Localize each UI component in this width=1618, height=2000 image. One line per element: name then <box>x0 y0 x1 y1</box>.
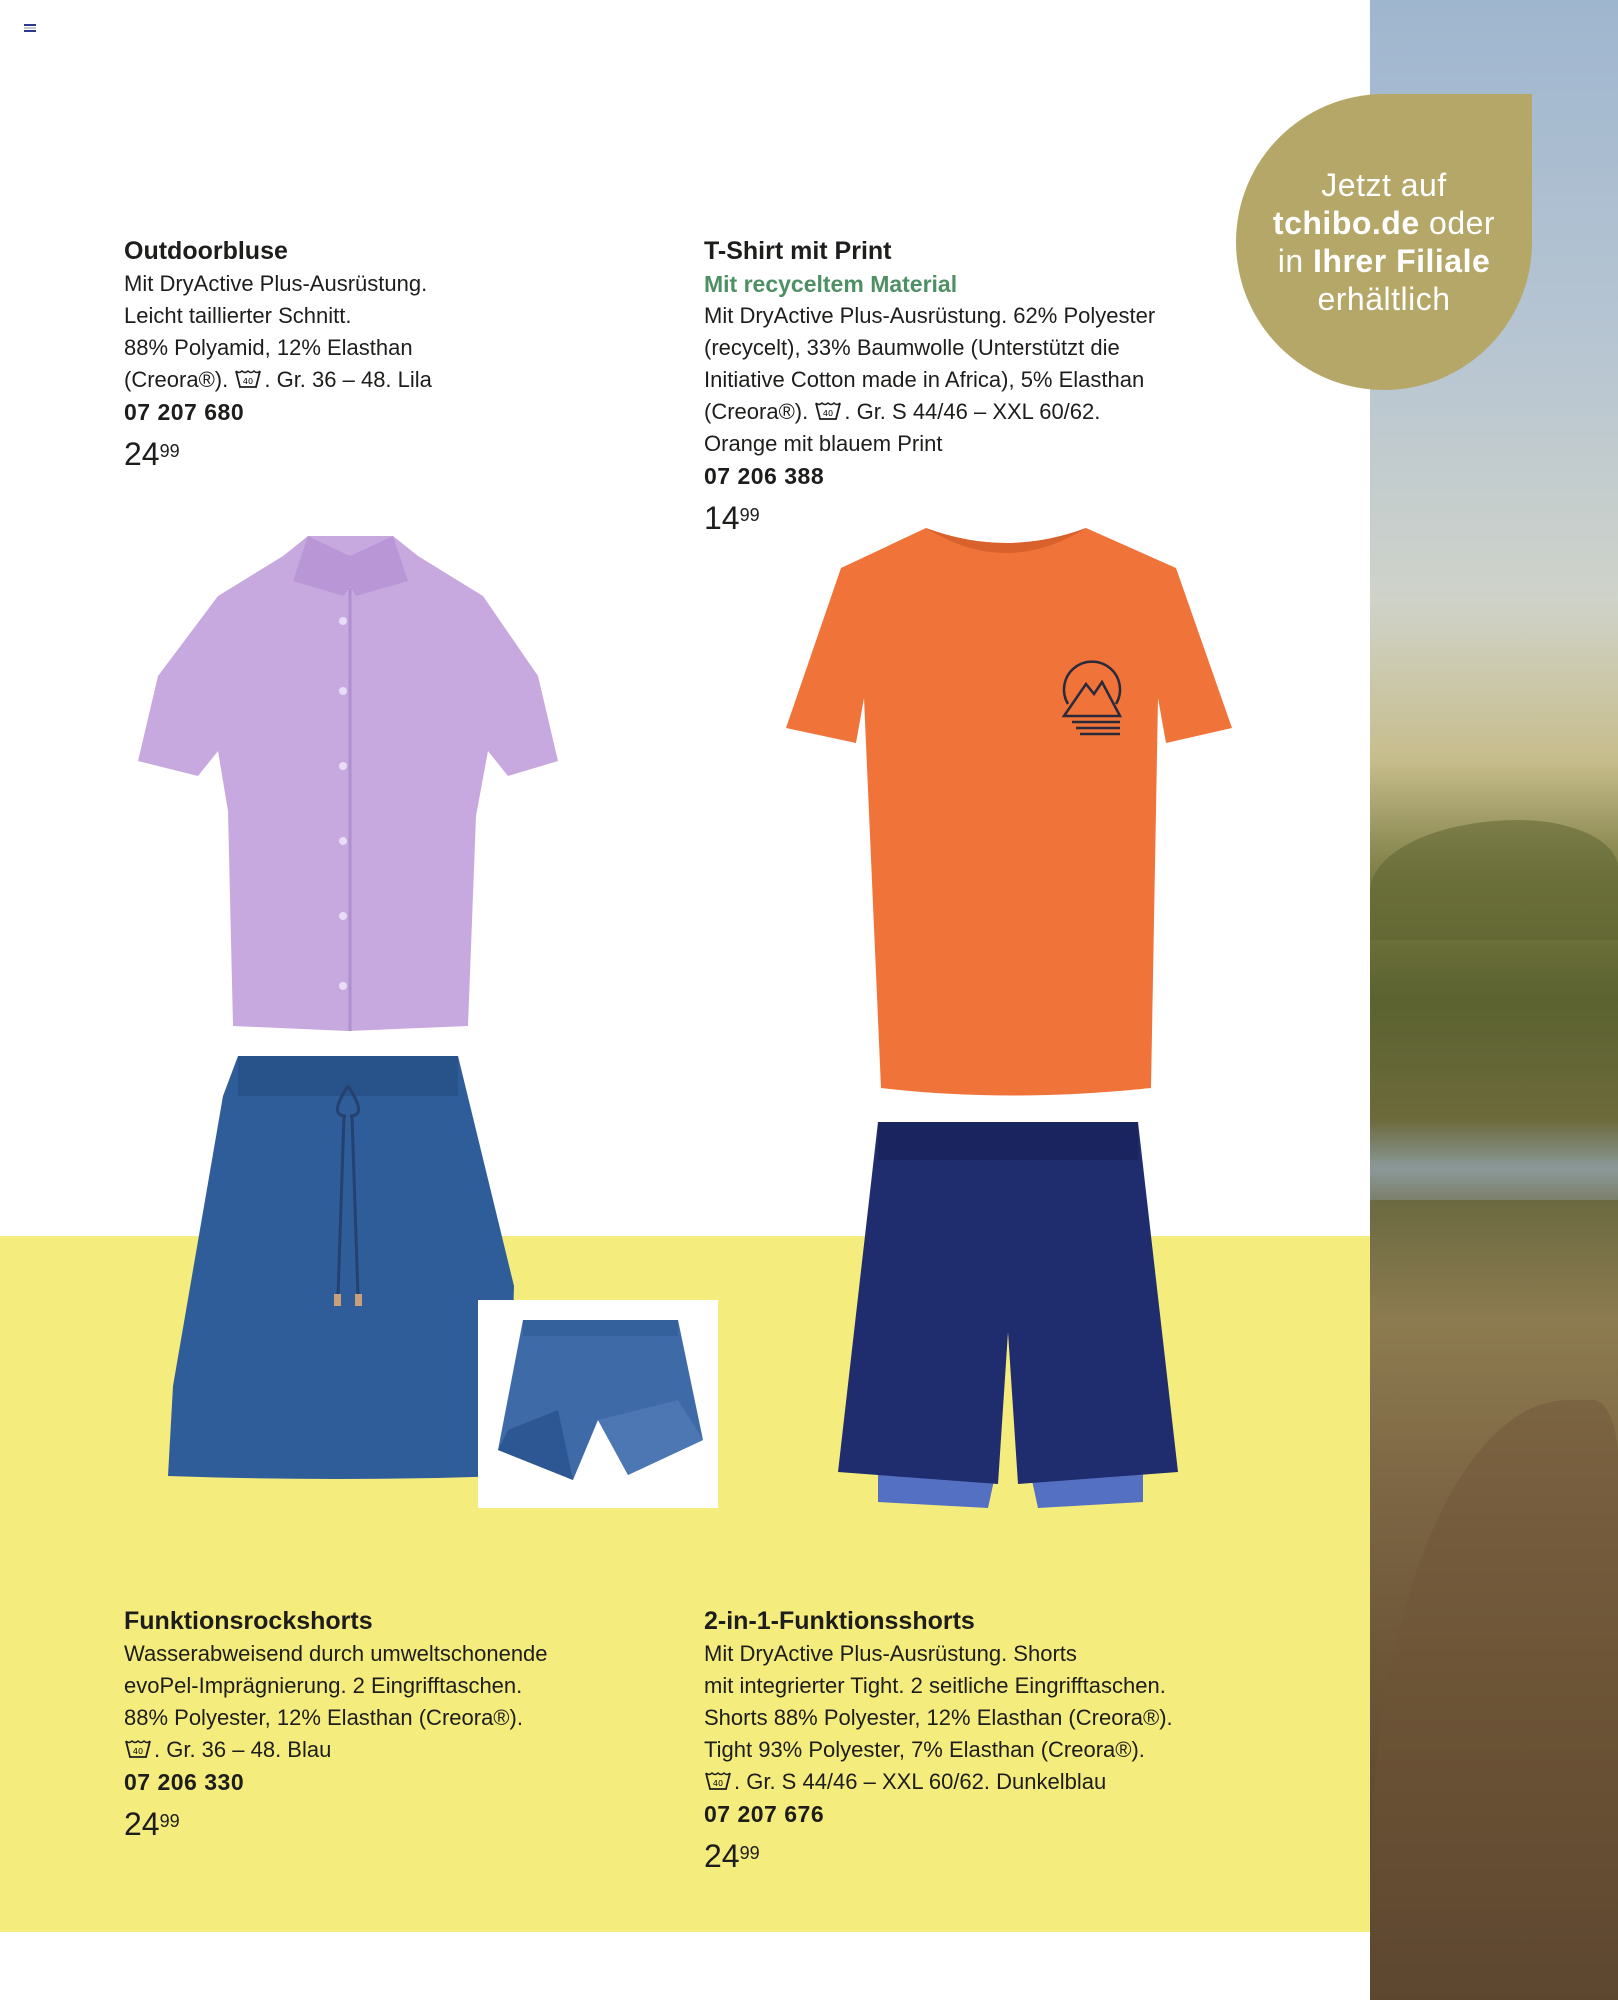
product-care-line: (Creora®). 40 . Gr. S 44/46 – XXL 60/62. <box>704 399 1101 424</box>
product-desc-line: mit integrierter Tight. 2 seitliche Eingrifftaschen. <box>704 1673 1166 1698</box>
badge-line-4: erhältlich <box>1317 281 1451 317</box>
article-number: 07 206 388 <box>704 463 825 489</box>
product-color: Orange mit blauem Print <box>704 431 943 456</box>
article-number: 07 207 676 <box>704 1801 825 1827</box>
price: $24^{99}$ <box>704 1838 760 1874</box>
product-title: Funktionsrockshorts <box>124 1607 373 1635</box>
badge-line-2: tchibo.de oder <box>1272 205 1496 241</box>
product-outdoorbluse <box>124 234 644 474</box>
product-funktionsrockshorts <box>124 1604 644 1844</box>
svg-text:40: 40 <box>243 377 254 386</box>
product-tshirt-mit-print <box>704 234 1224 538</box>
washing-40-icon <box>814 399 842 421</box>
product-care-line: (Creora®). 40 . Gr. 36 – 48. Lila <box>124 367 432 392</box>
blouse-image[interactable] <box>138 526 558 1036</box>
recycled-highlight: Mit recyceltem Material <box>704 271 958 297</box>
price: $14^{99}$ <box>704 500 760 536</box>
skort-detail-image <box>478 1300 718 1508</box>
tshirt-image[interactable] <box>786 528 1232 1098</box>
logo-mark-icon <box>24 24 36 33</box>
washing-40-icon <box>704 1769 732 1791</box>
product-care-line: 40 . Gr. S 44/46 – XXL 60/62. Dunkelblau <box>704 1766 1224 1798</box>
product-2-in-1-funktionsshorts <box>704 1604 1224 1876</box>
product-desc-line: evoPel-Imprägnierung. 2 Eingrifftaschen. <box>124 1673 523 1698</box>
price: $24^{99}$ <box>124 1806 180 1842</box>
product-desc-line: Mit DryActive Plus-Ausrüstung. Shorts <box>704 1641 1077 1666</box>
product-desc-line: 88% Polyester, 12% Elasthan (Creora®). <box>124 1705 523 1730</box>
badge-line-1: Jetzt auf <box>1321 167 1447 203</box>
product-desc-line: (recycelt), 33% Baumwolle (Unterstützt die <box>704 335 1120 360</box>
product-care-line: 40 . Gr. 36 – 48. Blau <box>124 1734 644 1766</box>
product-desc-line: Mit DryActive Plus-Ausrüstung. 62% Polyester <box>704 303 1156 328</box>
product-desc-line: Mit DryActive Plus-Ausrüstung. <box>124 271 428 296</box>
product-title: T-Shirt mit Print <box>704 237 892 265</box>
svg-text:40: 40 <box>712 1779 724 1788</box>
product-desc-line: 88% Polyamid, 12% Elasthan <box>124 335 413 360</box>
price: $24^{99}$ <box>124 436 180 472</box>
product-desc-line: Wasserabweisend durch umweltschonende <box>124 1641 548 1666</box>
washing-40-icon <box>234 367 262 389</box>
product-title: 2-in-1-Funktionsshorts <box>704 1607 975 1635</box>
skort-image[interactable] <box>168 1056 514 1482</box>
product-desc-line: Leicht taillierter Schnitt. <box>124 303 352 328</box>
article-number: 07 207 680 <box>124 399 245 425</box>
shorts-image[interactable] <box>838 1122 1178 1512</box>
product-desc-line: Tight 93% Polyester, 7% Elasthan (Creora®). <box>704 1737 1145 1762</box>
skort-detail-inset[interactable] <box>478 1300 718 1508</box>
product-desc-line: Shorts 88% Polyester, 12% Elasthan (Creora®). <box>704 1705 1173 1730</box>
svg-text:40: 40 <box>823 409 834 418</box>
article-number: 07 206 330 <box>124 1769 245 1795</box>
svg-text:40: 40 <box>132 1747 144 1756</box>
product-title: Outdoorbluse <box>124 237 288 265</box>
availability-badge[interactable] <box>1236 94 1532 390</box>
washing-40-icon <box>124 1737 152 1759</box>
product-desc-line: Initiative Cotton made in Africa), 5% Elasthan <box>704 367 1145 392</box>
badge-line-3: in Ihrer Filiale <box>1277 243 1491 279</box>
